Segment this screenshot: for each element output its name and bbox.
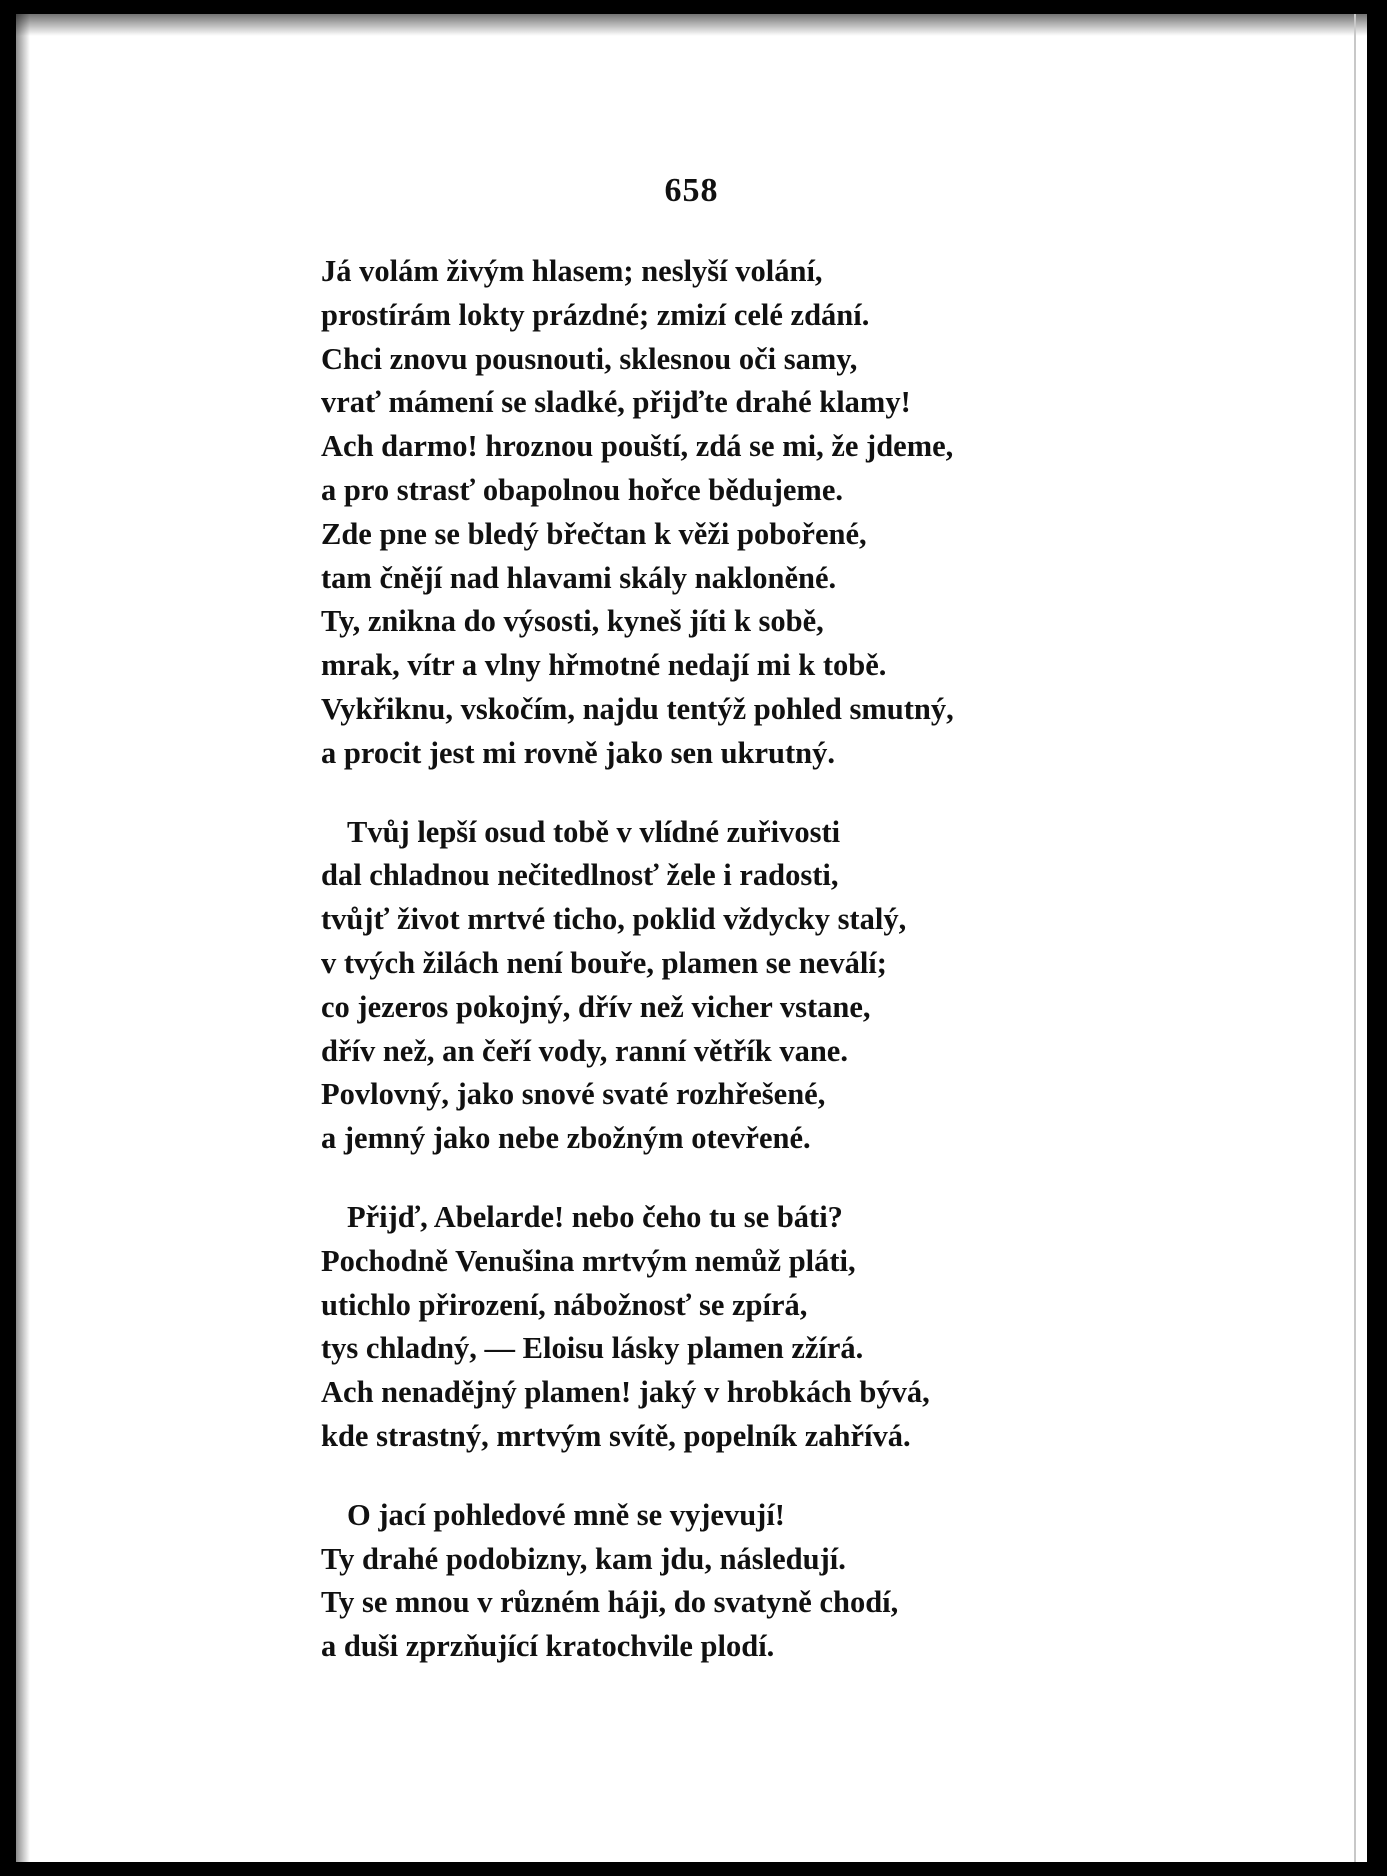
poem-line: Ty se mnou v různém háji, do svatyně chodí,	[321, 1585, 899, 1620]
poem-line: Přijď, Abelarde! nebo čeho tu se báti?	[347, 1199, 843, 1234]
poem-line: Já volám živým hlasem; neslyší volání,	[321, 254, 823, 288]
stanza	[321, 1196, 1341, 1459]
poem-line: a procit jest mi rovně jako sen ukrutný.	[321, 735, 835, 770]
stanza	[321, 250, 1341, 776]
poem-line: Ach nenadějný plamen! jaký v hrobkách bývá,	[321, 1375, 930, 1410]
poem-line: a pro strasť obapolnou hořce bědujeme.	[321, 472, 843, 507]
poem-text	[321, 250, 1341, 1669]
scan-top-shadow	[16, 14, 1367, 36]
poem-line: Vykřiknu, vskočím, najdu tentýž pohled smutný,	[321, 691, 954, 726]
poem-line: O jací pohledové mně se vyjevují!	[347, 1497, 785, 1532]
poem-line: Povlovný, jako snové svaté rozhřešené,	[321, 1077, 826, 1112]
poem-line: vrať mámení se sladké, přijďte drahé klamy!	[321, 385, 911, 420]
poem-line: co jezeros pokojný, dřív než vicher vstane,	[321, 989, 871, 1024]
poem-line: Zde pne se bledý břečtan k věži pobořené,	[321, 516, 867, 551]
poem-line: prostírám lokty prázdné; zmizí celé zdání.	[321, 297, 870, 332]
poem-line: tvůjť život mrtvé ticho, poklid vždycky stalý,	[321, 902, 907, 937]
poem-line: dřív než, an čeří vody, ranní větřík vane.	[321, 1033, 848, 1068]
poem-line: Ty, znikna do výsosti, kyneš jíti k sobě,	[321, 604, 824, 639]
poem-line: a jemný jako nebe zbožným otevřené.	[321, 1121, 811, 1156]
scan-left-shadow	[16, 14, 30, 1862]
poem-line: kde strastný, mrtvým svítě, popelník zahřívá.	[321, 1418, 911, 1453]
stanza	[321, 811, 1341, 1161]
poem-line: mrak, vítr a vlny hřmotné nedají mi k tobě.	[321, 648, 887, 683]
poem-line: utichlo přirození, nábožnosť se zpírá,	[321, 1287, 808, 1322]
poem-line: Chci znovu pousnouti, sklesnou oči samy,	[321, 341, 858, 376]
poem-line: Tvůj lepší osud tobě v vlídné zuřivosti	[347, 814, 841, 849]
poem-line: Ach darmo! hroznou pouští, zdá se mi, že jdeme,	[321, 429, 954, 464]
poem-line: tys chladný, — Eloisu lásky plamen zžírá.	[321, 1331, 864, 1366]
poem-line: Pochodně Venušina mrtvým nemůž pláti,	[321, 1243, 856, 1278]
poem-line: v tvých žilách není bouře, plamen se neválí;	[321, 945, 887, 980]
page-number: 658	[664, 172, 719, 209]
book-page	[16, 14, 1367, 1862]
poem-line: a duši zprzňující kratochvile plodí.	[321, 1629, 775, 1664]
poem-line: tam čnějí nad hlavami skály nakloněné.	[321, 560, 837, 595]
page-edge-line	[1354, 14, 1356, 1862]
stanza	[321, 1494, 1341, 1669]
poem-line: dal chladnou nečitedlnosť žele i radosti,	[321, 858, 839, 893]
poem-line: Ty drahé podobizny, kam jdu, následují.	[321, 1541, 846, 1576]
